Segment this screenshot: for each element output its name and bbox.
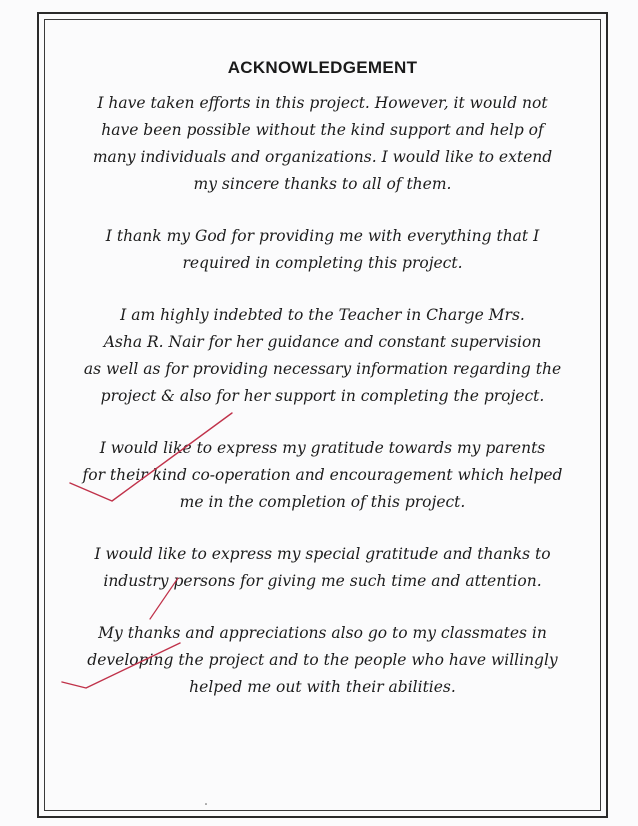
text-line: Asha R. Nair for her guidance and constant supervision	[103, 333, 542, 351]
paragraph-parents	[60, 435, 585, 516]
text-line: have been possible without the kind support and help of	[101, 121, 544, 139]
text-line: My thanks and appreciations also go to my classmates in	[98, 624, 547, 642]
text-line: as well as for providing necessary information regarding the	[83, 360, 562, 378]
text-line: I would like to express my special gratitude and thanks to	[94, 545, 551, 563]
text-line: industry persons for giving me such time and attention.	[103, 572, 542, 590]
text-line: required in completing this project.	[182, 254, 463, 272]
text-line: helped me out with their abilities.	[189, 678, 456, 696]
text-line: developing the project and to the people who have willingly	[87, 651, 558, 669]
paragraph-god	[60, 223, 585, 277]
text-line: my sincere thanks to all of them.	[193, 175, 452, 193]
paragraph-intro	[60, 90, 585, 198]
paragraph-teacher	[60, 302, 585, 410]
text-line: I thank my God for providing me with everything that I	[105, 227, 540, 245]
paragraph-classmates	[60, 620, 585, 701]
text-line: I have taken efforts in this project. However, it would not	[97, 94, 548, 112]
text-line: many individuals and organizations. I would like to extend	[92, 148, 553, 166]
text-line: I am highly indebted to the Teacher in Charge Mrs.	[120, 306, 525, 324]
text-line: for their kind co-operation and encouragement which helped	[82, 466, 563, 484]
document-title: ACKNOWLEDGEMENT	[227, 58, 418, 77]
text-line: I would like to express my gratitude towards my parents	[99, 439, 546, 457]
text-line: me in the completion of this project.	[179, 493, 466, 511]
paragraph-industry	[60, 541, 585, 595]
document-body	[60, 58, 585, 726]
text-line: project & also for her support in completing the project.	[100, 387, 545, 405]
